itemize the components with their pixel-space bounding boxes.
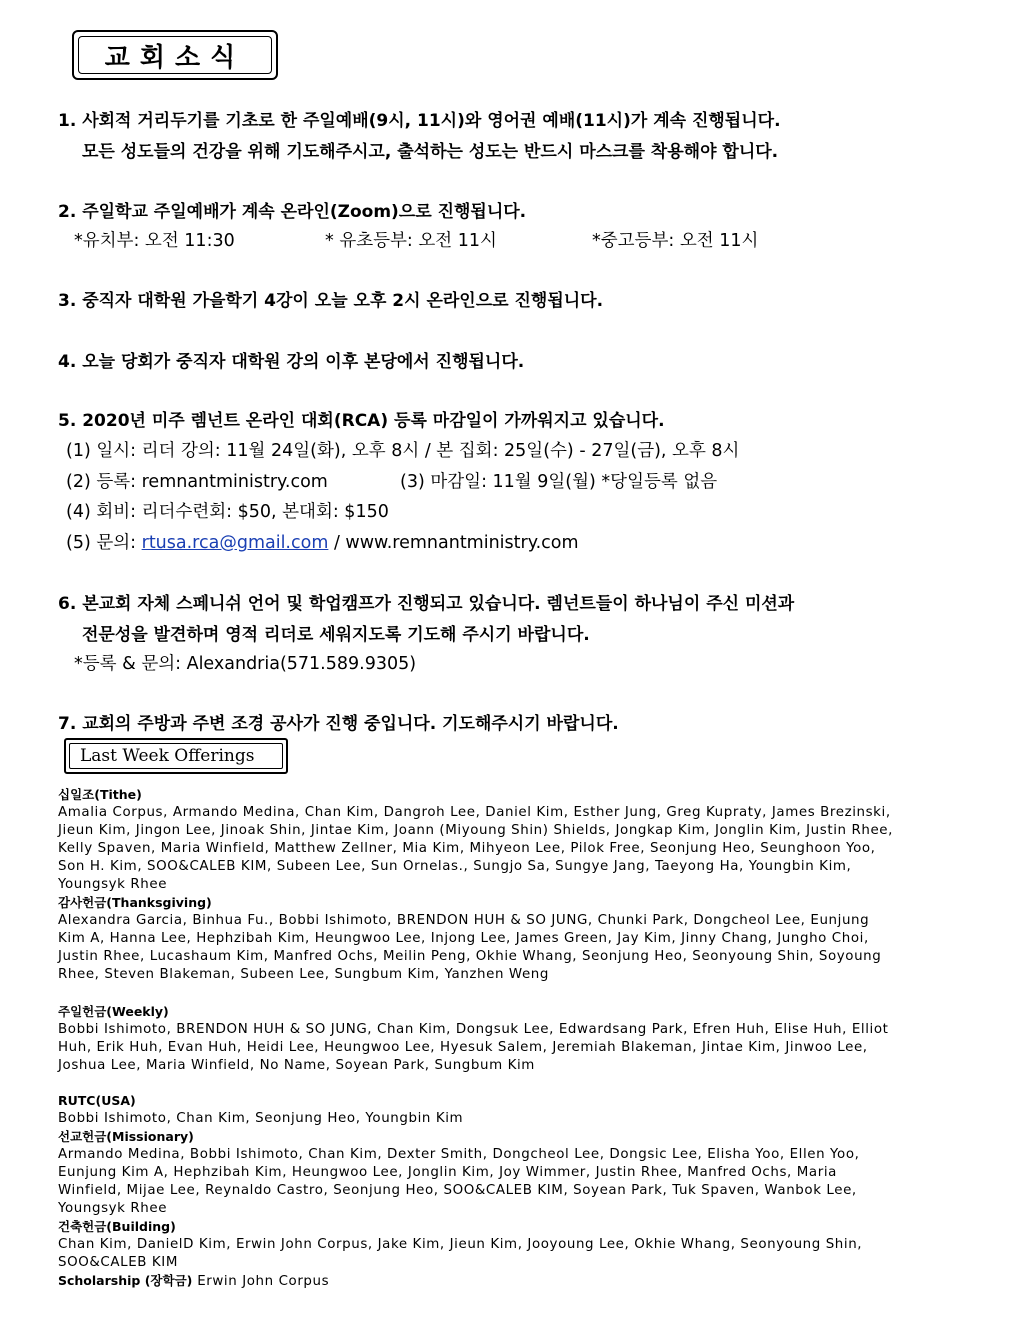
offering-missionary [58, 1128, 898, 1218]
contact-email-link[interactable]: rtusa.rca@gmail.com [141, 533, 329, 553]
offering-heading: 주일헌금(Weekly) [58, 1004, 169, 1019]
offerings-title-box [64, 738, 288, 774]
offerings-title: Last Week Offerings [69, 743, 283, 769]
notice-5-line-1: 5. 2020년 미주 렘넌트 온라인 대회(RCA) 등록 마감일이 가까워지고 있습니다. [58, 411, 665, 431]
scholarship-heading: Scholarship (장학금) [58, 1273, 193, 1288]
notice-5-fee: (4) 회비: 리더수련회: $50, 본대회: $150 [66, 502, 389, 522]
notice-2-line-1: 2. 주일학교 주일예배가 계속 온라인(Zoom)으로 진행됩니다. [58, 202, 527, 222]
notice-5-deadline: (3) 마감일: 11월 9일(월) *당일등록 없음 [400, 472, 718, 492]
notice-2-elementary: * 유초등부: 오전 11시 [325, 231, 497, 251]
notice-4: 4. 오늘 당회가 중직자 대학원 강의 이후 본당에서 진행됩니다. [58, 352, 525, 372]
offering-thanksgiving [58, 894, 898, 984]
offering-heading: RUTC(USA) [58, 1093, 136, 1108]
page-title: 교회소식 [78, 36, 272, 74]
notice-1-line-1: 1. 사회적 거리두기를 기초로 한 주일예배(9시, 11시)와 영어권 예배(11시)가 계속 진행됩니다. [58, 111, 781, 131]
notice-5-schedule: (1) 일시: 리더 강의: 11월 24일(화), 오후 8시 / 본 집회: 25일(수) - 27일(금), 오후 8시 [66, 441, 740, 461]
offering-names: Armando Medina, Bobbi Ishimoto, Chan Kim, Dexter Smith, Dongcheol Lee, Dongsic Lee, Elisha Yoo, Ellen Yoo, Eunjung Kim A, Hephzibah Kim, Heungwoo Lee, Jonglin Kim, Joy Wimmer, Justin Rhee, Manfred Ochs, Maria Winfield, Mijae Lee, Reynaldo Castro, Seonjung Heo, SOO&CALEB KIM, Soyean Park, Tuk Spaven, Wanbok Lee, Youngsyk Rhee [58, 1147, 860, 1216]
offering-tithe [58, 786, 898, 894]
title-box [72, 30, 278, 80]
offering-scholarship [58, 1272, 898, 1291]
offering-names: Alexandra Garcia, Binhua Fu., Bobbi Ishimoto, BRENDON HUH & SO JUNG, Chunki Park, Dongcheol Lee, Eunjung Kim A, Hanna Lee, Hephzibah Kim, Heungwoo Lee, Injong Lee, James Green, Jay Kim, Jinny Chang, Jungho Choi, Justin Rhee, Lucashaum Kim, Manfred Ochs, Meilin Peng, Okhie Whang, Seonjung Heo, Seonyoung Shin, Soyoung Rhee, Steven Blakeman, Subeen Lee, Sungbum Kim, Yanzhen Weng [58, 913, 882, 982]
offering-heading: 십일조(Tithe) [58, 787, 142, 802]
notice-1-line-2: 모든 성도들의 건강을 위해 기도해주시고, 출석하는 성도는 반드시 마스크를 착용해야 합니다. [82, 142, 779, 162]
notice-6-contact: *등록 & 문의: Alexandria(571.589.9305) [74, 654, 417, 674]
offering-names: Chan Kim, DanielD Kim, Erwin John Corpus, Jake Kim, Jieun Kim, Jooyoung Lee, Okhie Whang, Seonyoung Shin, SOO&CALEB KIM [58, 1237, 863, 1270]
offering-heading: 감사헌금(Thanksgiving) [58, 895, 212, 910]
offering-heading: 선교헌금(Missionary) [58, 1129, 194, 1144]
notice-3: 3. 중직자 대학원 가을학기 4강이 오늘 오후 2시 온라인으로 진행됩니다. [58, 291, 604, 311]
offering-weekly [58, 1003, 898, 1075]
offering-building [58, 1218, 898, 1272]
notice-2-youth: *중고등부: 오전 11시 [592, 231, 759, 251]
notice-7: 7. 교회의 주방과 주변 조경 공사가 진행 중입니다. 기도해주시기 바랍니다. [58, 714, 619, 734]
notice-6-line-1: 6. 본교회 자체 스페니쉬 언어 및 학업캠프가 진행되고 있습니다. 렘넌트들이 하나님이 주신 미션과 [58, 594, 795, 614]
offering-heading: 건축헌금(Building) [58, 1219, 176, 1234]
contact-website: / www.remnantministry.com [328, 533, 579, 553]
offering-names: Amalia Corpus, Armando Medina, Chan Kim, Dangroh Lee, Daniel Kim, Esther Jung, Greg Kupraty, James Brezinski, Jieun Kim, Jingon Lee, Jinoak Shin, Jintae Kim, Joann (Miyoung Shin) Shields, Jongkap Kim, Jonglin Kim, Justin Rhee, Kelly Spaven, Maria Winfield, Matthew Zellner, Mia Kim, Mihyeon Lee, Pilok Free, Seonjung Heo, Seunghoon Yoo, Son H. Kim, SOO&CALEB KIM, Subeen Lee, Sun Ornelas., Sungjo Sa, Sungye Jang, Taeyong Ha, Youngbin Kim, Youngsyk Rhee [58, 805, 893, 892]
contact-label: (5) 문의: [66, 533, 142, 553]
notice-6-line-2: 전문성을 발견하며 영적 리더로 세워지도록 기도해 주시기 바랍니다. [82, 625, 590, 645]
notice-5-contact [66, 529, 579, 554]
scholarship-names: Erwin John Corpus [197, 1274, 330, 1289]
offering-rutc [58, 1092, 898, 1128]
offering-names: Bobbi Ishimoto, BRENDON HUH & SO JUNG, Chan Kim, Dongsuk Lee, Edwardsang Park, Efren Huh, Elise Huh, Elliot Huh, Erik Huh, Evan Huh, Heidi Lee, Heungwoo Lee, Hyesuk Salem, Jeremiah Blakeman, Jintae Kim, Jinwoo Lee, Joshua Lee, Maria Winfield, No Name, Soyean Park, Sungbum Kim [58, 1022, 889, 1073]
notice-5-registration: (2) 등록: remnantministry.com [66, 472, 328, 492]
notice-2-kindergarten: *유치부: 오전 11:30 [74, 231, 235, 251]
offering-names: Bobbi Ishimoto, Chan Kim, Seonjung Heo, Youngbin Kim [58, 1111, 464, 1126]
